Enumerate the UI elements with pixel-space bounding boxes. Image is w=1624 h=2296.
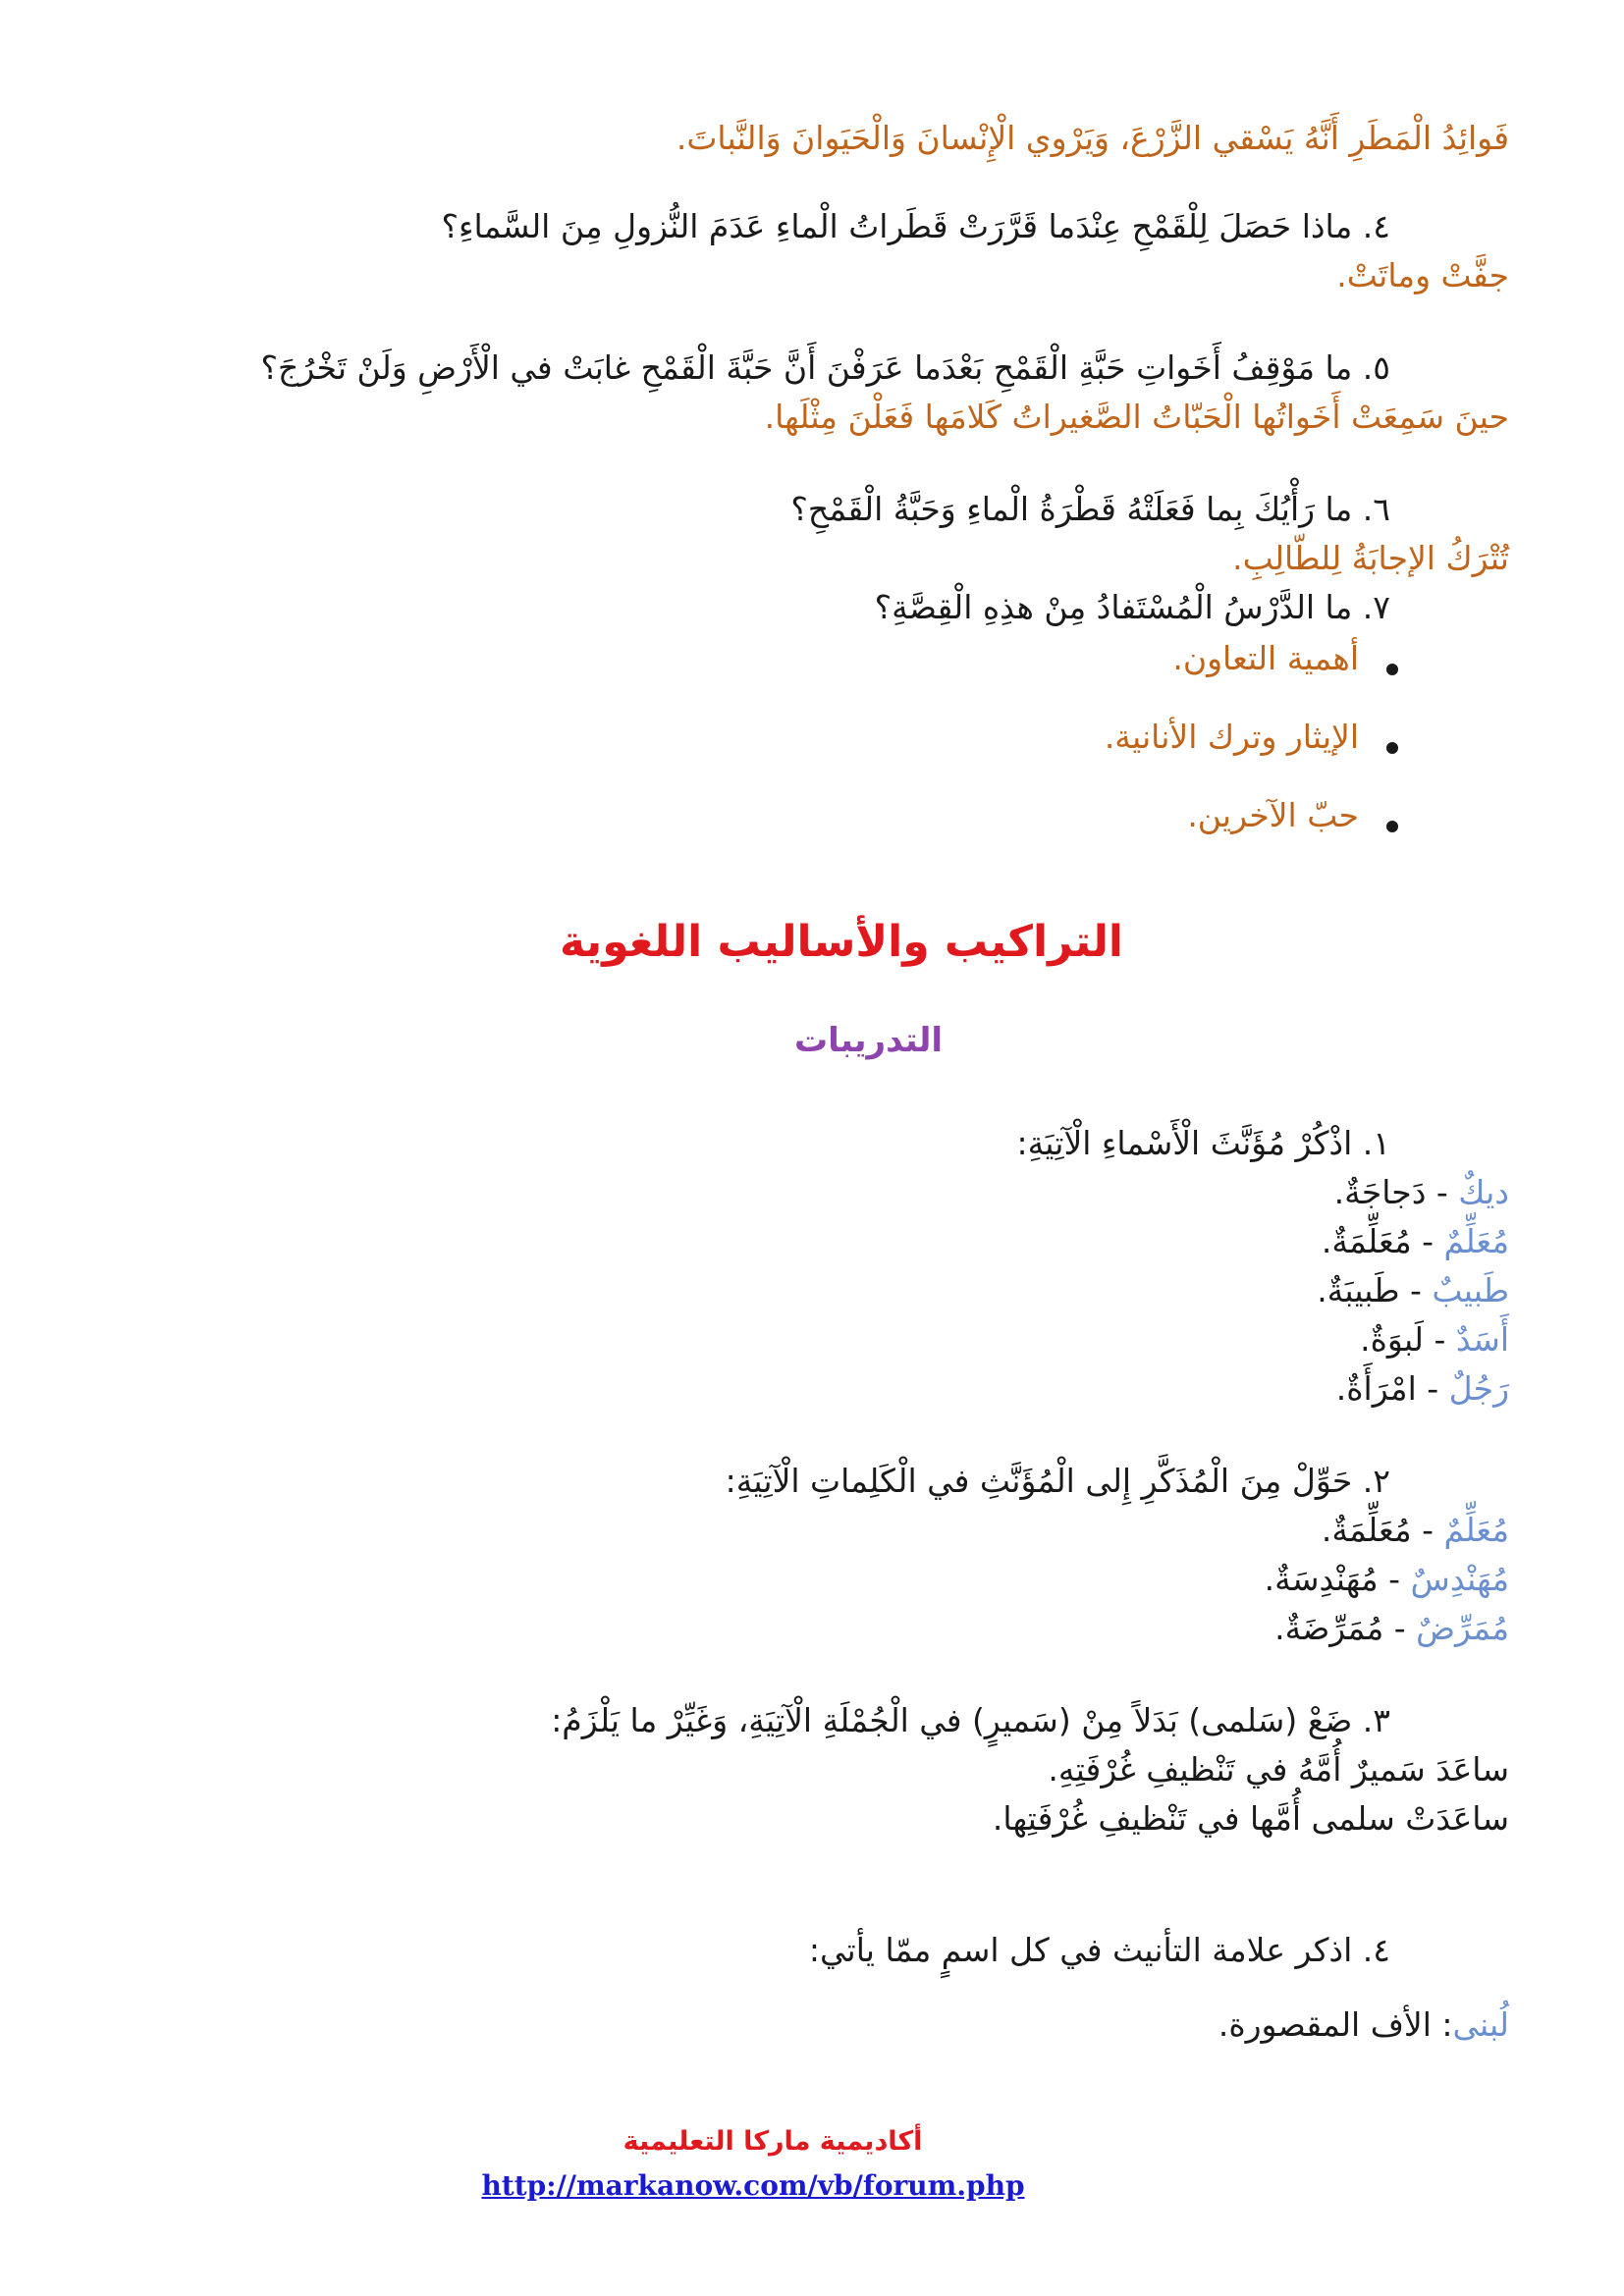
subsection-heading: التدريبات (793, 1021, 944, 1060)
feminine-word: - مُعَلِّمَةٌ. (1321, 1222, 1444, 1260)
exercise-2-question: ٢. حَوِّلْ مِنَ الْمُذَكَّرِ إِلى الْمُؤَنَّثِ في الْكَلِماتِ الْآتِيَةِ: (725, 1462, 1390, 1500)
exercise-4-question: ٤. اذكر علامة التأنيث في كل اسمٍ ممّا يأتي: (808, 1931, 1390, 1969)
answer-5: حينَ سَمِعَتْ أَخَواتُها الْحَبّاتُ الصَّغيراتُ كَلامَها فَعَلْنَ مِثْلَها. (764, 398, 1509, 436)
exercise-1-question: ١. اذْكُرْ مُؤَنَّثَ الْأَسْماءِ الْآتِيَةِ: (1016, 1124, 1390, 1162)
bullet-2 (1386, 742, 1398, 754)
feminine-word: - دَجاجَةٌ. (1333, 1173, 1459, 1211)
bullet-item-3: حبّ الآخرين. (1187, 796, 1359, 834)
feminine-word: - مُهَنْدِسَةٌ. (1264, 1560, 1411, 1598)
exercise-4-answer (115, 2002, 1509, 2048)
exercise-1-pair (115, 1268, 1509, 1313)
footer-link[interactable]: http://markanow.com/vb/forum.php (481, 2169, 1025, 2202)
question-6: ٦. ما رَأْيُكَ بِما فَعَلَتْهُ قَطْرَةُ الْماءِ وَحَبَّةُ الْقَمْحِ؟ (790, 490, 1390, 528)
feminine-word: - طَبيبَةٌ. (1317, 1271, 1433, 1309)
section-heading: التراكيب والأساليب اللغوية (559, 917, 1124, 967)
feminine-word: - امْرَأَةٌ. (1335, 1369, 1449, 1408)
exercise-1-pair (115, 1366, 1509, 1412)
exercise-3-sentence: ساعَدَ سَميرٌ أُمَّهُ في تَنْظيفِ غُرْفَتِهِ. (1048, 1750, 1509, 1789)
exercise-1-pair (115, 1219, 1509, 1264)
exercise-2-pair (115, 1606, 1509, 1651)
masculine-word: أَسَدٌ (1455, 1320, 1509, 1359)
bullet-item-2: الإيثار وترك الأنانية. (1104, 718, 1359, 756)
question-7: ٧. ما الدَّرْسُ الْمُسْتَفادُ مِنْ هذِهِ الْقِصَّةِ؟ (874, 588, 1390, 626)
exercise-3-question: ٣. ضَعْ (سَلمى) بَدَلاً مِنْ (سَميرٍ) في الْجُمْلَةِ الْآتِيَةِ، وَغَيِّرْ ما يَلْزَمُ: (551, 1701, 1390, 1739)
example-word: لُبنى (1452, 2005, 1509, 2044)
answer-6: تُتْرَكُ الإجابَةُ لِلطّالِبِ. (1232, 539, 1509, 577)
masculine-word: مُمَرِّضٌ (1416, 1609, 1509, 1647)
feminine-word: - لَبوَةٌ. (1360, 1320, 1456, 1359)
feminine-word: - مُمَرِّضَةٌ. (1274, 1609, 1417, 1647)
masculine-word: ديكٌ (1458, 1173, 1509, 1211)
answer-text: : الأف المقصورة. (1218, 2005, 1453, 2044)
exercise-1-pair (115, 1170, 1509, 1215)
exercise-1-pair (115, 1317, 1509, 1362)
exercise-2-pair (115, 1557, 1509, 1602)
masculine-word: مُعَلِّمٌ (1443, 1511, 1509, 1549)
bullet-item-1: أهمية التعاون. (1172, 639, 1359, 677)
footer-title: أكاديمية ماركا التعليمية (623, 2126, 923, 2157)
answer-4: جفَّتْ وماتَتْ. (1336, 256, 1509, 294)
bullet-1 (1386, 664, 1398, 675)
question-5: ٥. ما مَوْقِفُ أَخَواتِ حَبَّةِ الْقَمْحِ بَعْدَما عَرَفْنَ أَنَّ حَبَّةَ الْقَمْحِ غابَتْ في الْأَرْضِ وَلَنْ تَخْرُجَ؟ (260, 348, 1390, 387)
masculine-word: مُهَنْدِسٌ (1410, 1560, 1509, 1598)
exercise-3-answer: ساعَدَتْ سلمى أُمَّها في تَنْظيفِ غُرْفَتِها. (992, 1799, 1509, 1838)
bullet-3 (1386, 821, 1398, 832)
masculine-word: رَجُلٌ (1448, 1369, 1509, 1408)
masculine-word: طَبيبٌ (1432, 1271, 1509, 1309)
answer-3: فَوائِدُ الْمَطَرِ أَنَّهُ يَسْقي الزَّرْعَ، وَيَرْوي الْإِنْسانَ وَالْحَيَوانَ وَالنَّباتَ. (676, 119, 1509, 157)
question-4: ٤. ماذا حَصَلَ لِلْقَمْحِ عِنْدَما قَرَّرَتْ قَطَراتُ الْماءِ عَدَمَ النُّزولِ مِنَ السَّماءِ؟ (441, 207, 1390, 245)
exercise-2-pair (115, 1508, 1509, 1553)
feminine-word: - مُعَلِّمَةٌ. (1321, 1511, 1444, 1549)
masculine-word: مُعَلِّمٌ (1443, 1222, 1509, 1260)
